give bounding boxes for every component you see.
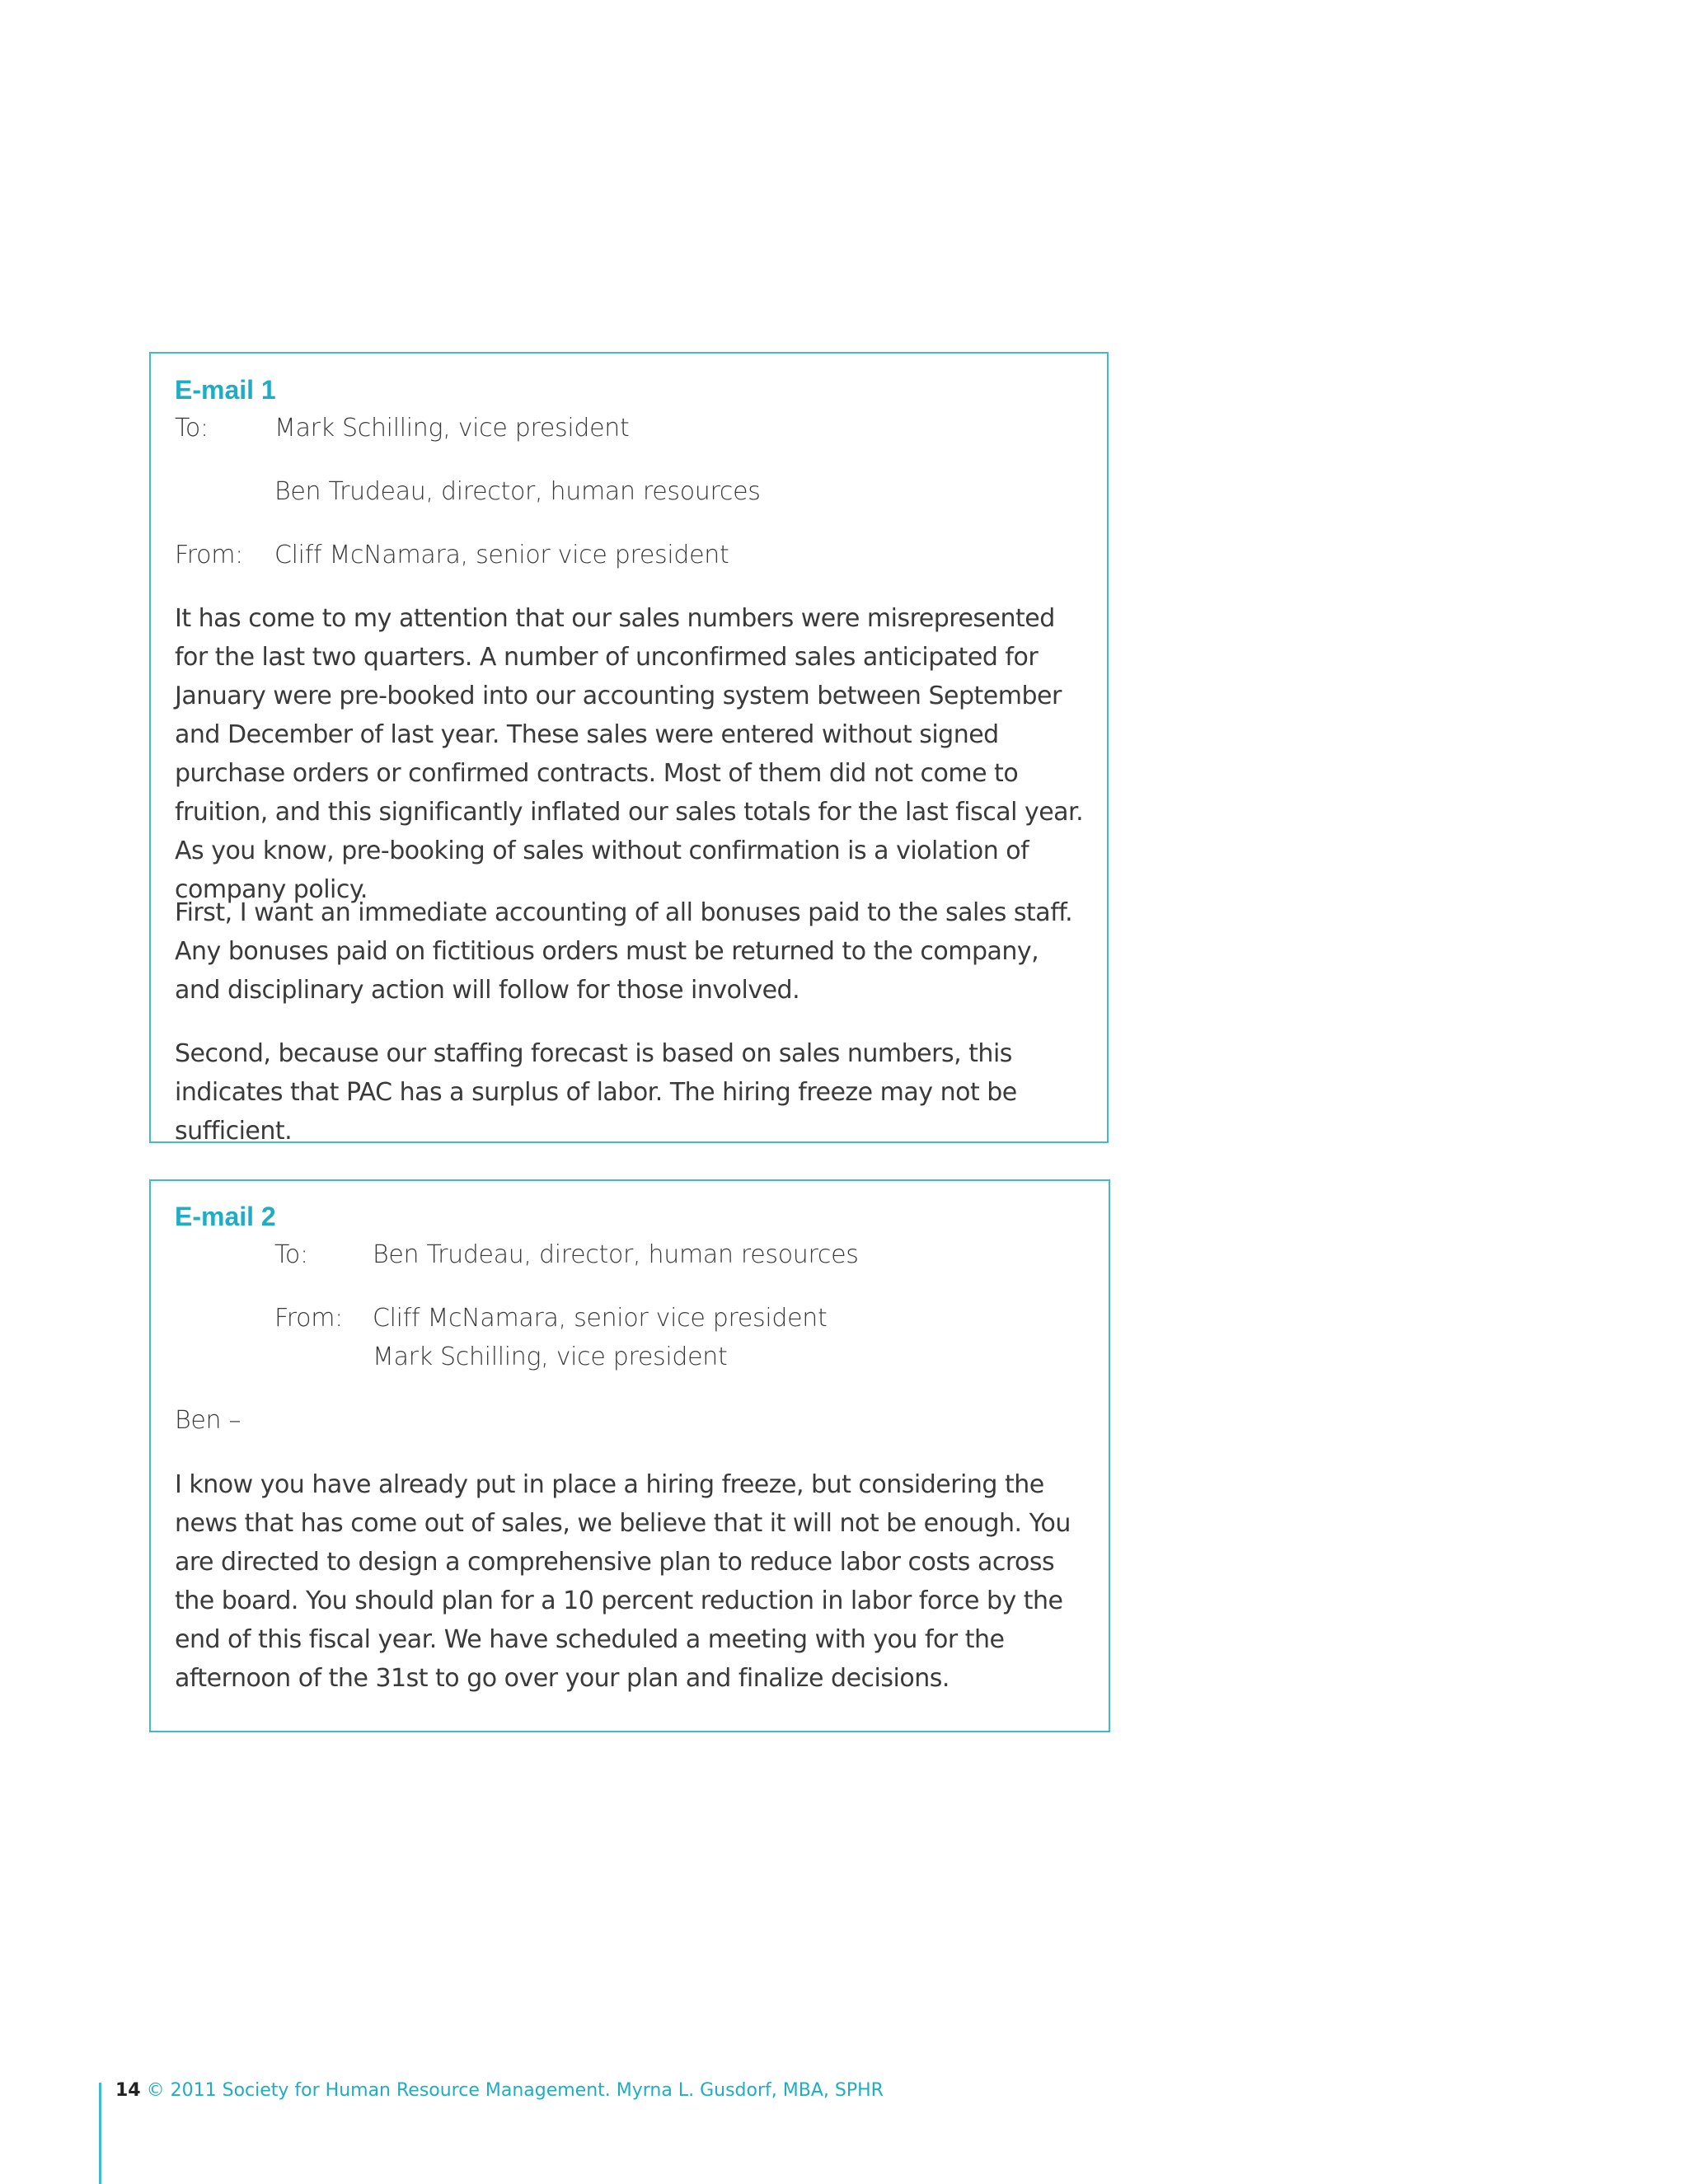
page-number: 14 bbox=[115, 2080, 141, 2101]
email-1-to-line-2: Ben Trudeau, director, human resources bbox=[274, 477, 761, 506]
copyright-text: © 2011 Society for Human Resource Management. Myrna L. Gusdorf, MBA, SPHR bbox=[146, 2080, 884, 2101]
email-2-from-label: From: bbox=[274, 1304, 343, 1333]
footer-accent-bar bbox=[99, 2083, 101, 2184]
email-1-paragraph-2: First, I want an immediate accounting of all bonuses paid to the sales staff. Any bonuses paid on fictitious orders must be returned to the company, and disciplinary action will follow for those involved. bbox=[175, 898, 1073, 1005]
footer bbox=[115, 2082, 884, 2100]
email-2-paragraph-1: I know you have already put in place a hiring freeze, but considering the news that has come out of sales, we believe that it will not be enough. You are directed to design a comprehensive plan to reduce labor costs across the board. You should plan for a 10 percent reduction in labor force by the end of this fiscal year. We have scheduled a meeting with you for the afternoon of the 31st to go over your plan and finalize decisions. bbox=[175, 1470, 1071, 1693]
email-2-from-line-1: Cliff McNamara, senior vice president bbox=[373, 1304, 828, 1333]
email-2-heading: E-mail 2 bbox=[175, 1202, 276, 1231]
email-2-to-line-1: Ben Trudeau, director, human resources bbox=[373, 1240, 859, 1269]
email-1-paragraph-1: It has come to my attention that our sales numbers were misrepresented for the last two quarters. A number of unconfirmed sales anticipated for January were pre-booked into our accounting system between September and December of last year. These sales were entered without signed purchase orders or confirmed contracts. Most of them did not come to fruition, and this significantly inflated our sales totals for the last fiscal year. As you know, pre-booking of sales without confirmation is a violation of company policy. bbox=[175, 604, 1084, 904]
email-1-to-line-1: Mark Schilling, vice president bbox=[274, 414, 630, 443]
email-2-from-line-2: Mark Schilling, vice president bbox=[373, 1343, 728, 1371]
email-2-to-label: To: bbox=[274, 1240, 308, 1269]
email-2-salutation: Ben – bbox=[175, 1406, 241, 1435]
email-1-from-label: From: bbox=[175, 541, 243, 569]
email-1-to-label: To: bbox=[175, 414, 209, 443]
email-1-paragraph-3: Second, because our staffing forecast is based on sales numbers, this indicates that PAC has a surplus of labor. The hiring freeze may not be sufficient. bbox=[175, 1039, 1017, 1146]
email-1-from-line-1: Cliff McNamara, senior vice president bbox=[274, 541, 729, 569]
email-1-heading: E-mail 1 bbox=[175, 375, 276, 405]
